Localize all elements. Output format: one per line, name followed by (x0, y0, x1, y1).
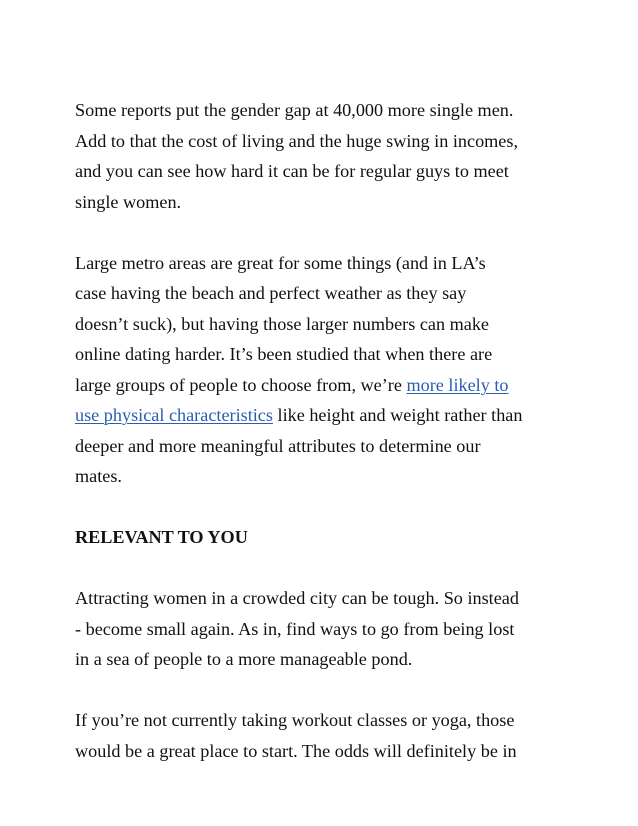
text-line: deeper and more meaningful attributes to determine our (75, 435, 481, 456)
text-line: Attracting women in a crowded city can be tough. So instead (75, 588, 519, 608)
text-line: doesn’t suck), but having those larger numbers can make (75, 313, 489, 334)
paragraph-workout-classes (75, 705, 575, 766)
text-line: online dating harder. It’s been studied that when there are (75, 344, 493, 364)
text-segment: large groups of people to choose from, we’re (75, 374, 407, 395)
section-heading: RELEVANT TO YOU (75, 527, 248, 547)
document-body (75, 95, 575, 797)
text-line-with-link (75, 400, 575, 431)
text-line: - become small again. As in, find ways to go from being lost (75, 618, 515, 639)
text-line: Large metro areas are great for some things (and in LA’s (75, 252, 486, 273)
text-line: case having the beach and perfect weather as they say (75, 283, 467, 303)
text-line: If you’re not currently taking workout classes or yoga, those (75, 710, 515, 730)
paragraph-crowded-city (75, 583, 575, 675)
text-line: mates. (75, 466, 122, 486)
text-segment: like height and weight rather than (272, 405, 523, 425)
text-line: single women. (75, 191, 182, 212)
text-line: Add to that the cost of living and the huge swing in incomes, (75, 130, 519, 151)
text-line: and you can see how hard it can be for regular guys to meet (75, 161, 509, 181)
text-line-with-link (75, 370, 575, 401)
paragraph-gender-gap (75, 95, 575, 217)
physical-characteristics-link-part-1[interactable]: more likely to (406, 374, 509, 395)
physical-characteristics-link-part-2[interactable]: use physical characteristics (75, 405, 273, 425)
text-line: would be a great place to start. The odds will definitely be in (75, 740, 517, 761)
text-line: in a sea of people to a more manageable pond. (75, 649, 413, 669)
text-line: Some reports put the gender gap at 40,000 more single men. (75, 100, 514, 120)
paragraph-metro-areas (75, 248, 575, 492)
